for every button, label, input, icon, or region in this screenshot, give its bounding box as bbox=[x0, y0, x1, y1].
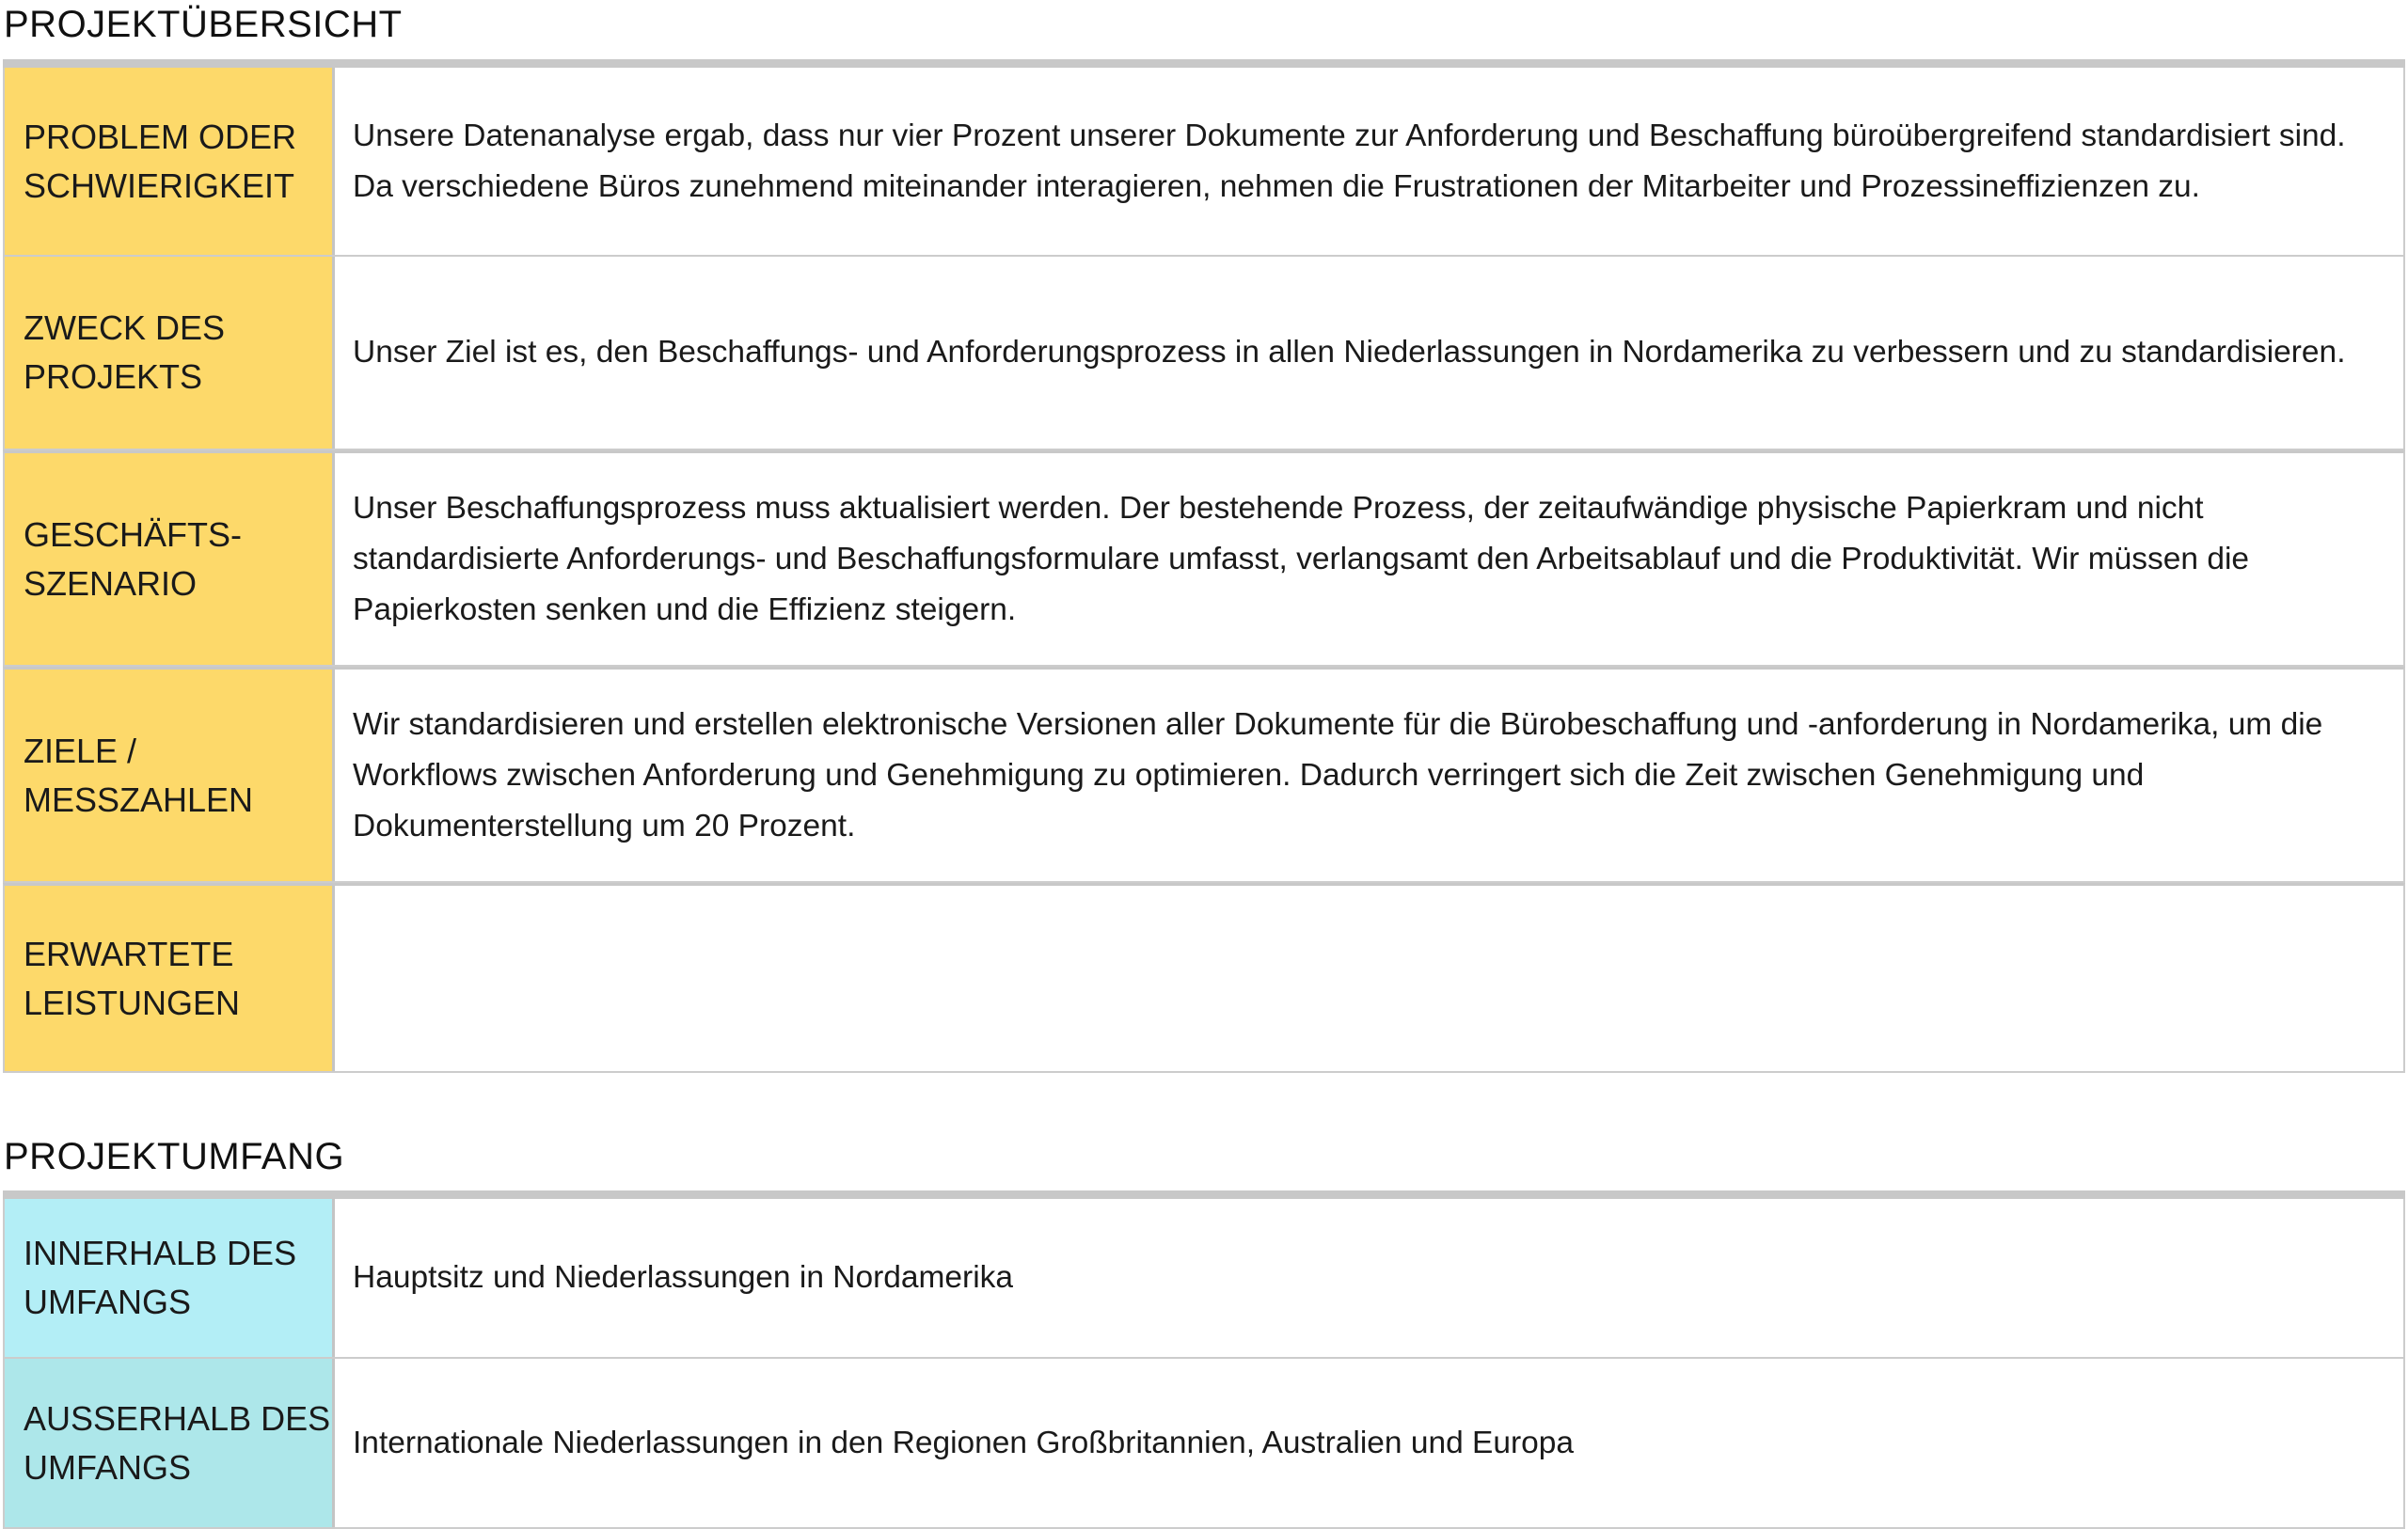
overview-table bbox=[3, 59, 2405, 1073]
row-label-problem: PROBLEM ODER SCHWIERIGKEIT bbox=[5, 68, 335, 255]
row-text-business-case[interactable]: Unser Beschaffungsprozess muss aktualisiert werden. Der bestehende Prozess, der zeitaufwändige physische Papierkram und nicht standardisierte Anforderungs- und Beschaffungsformulare umfasst, verlangsamt den Arbeitsablauf und die Produktivität. Wir müssen die Papierkosten senken und die Effizienz steigern. bbox=[353, 490, 2250, 627]
row-label-goals: ZIELE / MESSZAHLEN bbox=[5, 670, 335, 881]
row-text-deliverables[interactable] bbox=[335, 886, 2403, 1071]
table-row bbox=[3, 667, 2405, 883]
scope-section-title: PROJEKTUMFANG bbox=[4, 1136, 345, 1177]
table-row bbox=[3, 68, 2405, 257]
row-label-out-of-scope: AUSSERHALB DES UMFANGS bbox=[5, 1359, 335, 1527]
table-row bbox=[3, 883, 2405, 1073]
row-label-business-case: GESCHÄFTS- SZENARIO bbox=[5, 453, 335, 665]
overview-section-title: PROJEKTÜBERSICHT bbox=[4, 4, 403, 45]
row-text-in-scope[interactable]: Hauptsitz und Niederlassungen in Nordamerika bbox=[353, 1260, 1014, 1295]
row-label-purpose: ZWECK DES PROJEKTS bbox=[5, 257, 335, 449]
table-row bbox=[3, 450, 2405, 667]
row-label-deliverables: ERWARTETE LEISTUNGEN bbox=[5, 886, 335, 1071]
scope-table bbox=[3, 1190, 2405, 1529]
table-row bbox=[3, 1199, 2405, 1359]
row-text-goals[interactable]: Wir standardisieren und erstellen elektronische Versionen aller Dokumente für die Bürobeschaffung und -anforderung in Nordamerika, um die Workflows zwischen Anforderung und Genehmigung zu optimieren. Dadurch verringert sich die Zeit zwischen Genehmigung und Dokumenterstellung um 20 Prozent. bbox=[353, 706, 2323, 843]
table-row bbox=[3, 1359, 2405, 1529]
row-text-problem[interactable]: Unsere Datenanalyse ergab, dass nur vier Prozent unserer Dokumente zur Anforderung und Beschaffung büroübergreifend standardisiert sind. Da verschiedene Büros zunehmend miteinander interagieren, nehmen die Frustrationen der Mitarbeiter und Prozessineffizienzen zu. bbox=[353, 118, 2346, 204]
row-text-purpose[interactable]: Unser Ziel ist es, den Beschaffungs- und Anforderungsprozess in allen Niederlassungen in Nordamerika zu verbessern und zu standardisieren. bbox=[353, 335, 2346, 370]
row-text-out-of-scope[interactable]: Internationale Niederlassungen in den Regionen Großbritannien, Australien und Europa bbox=[353, 1425, 1575, 1460]
table-row bbox=[3, 257, 2405, 450]
row-label-in-scope: INNERHALB DES UMFANGS bbox=[5, 1199, 335, 1357]
